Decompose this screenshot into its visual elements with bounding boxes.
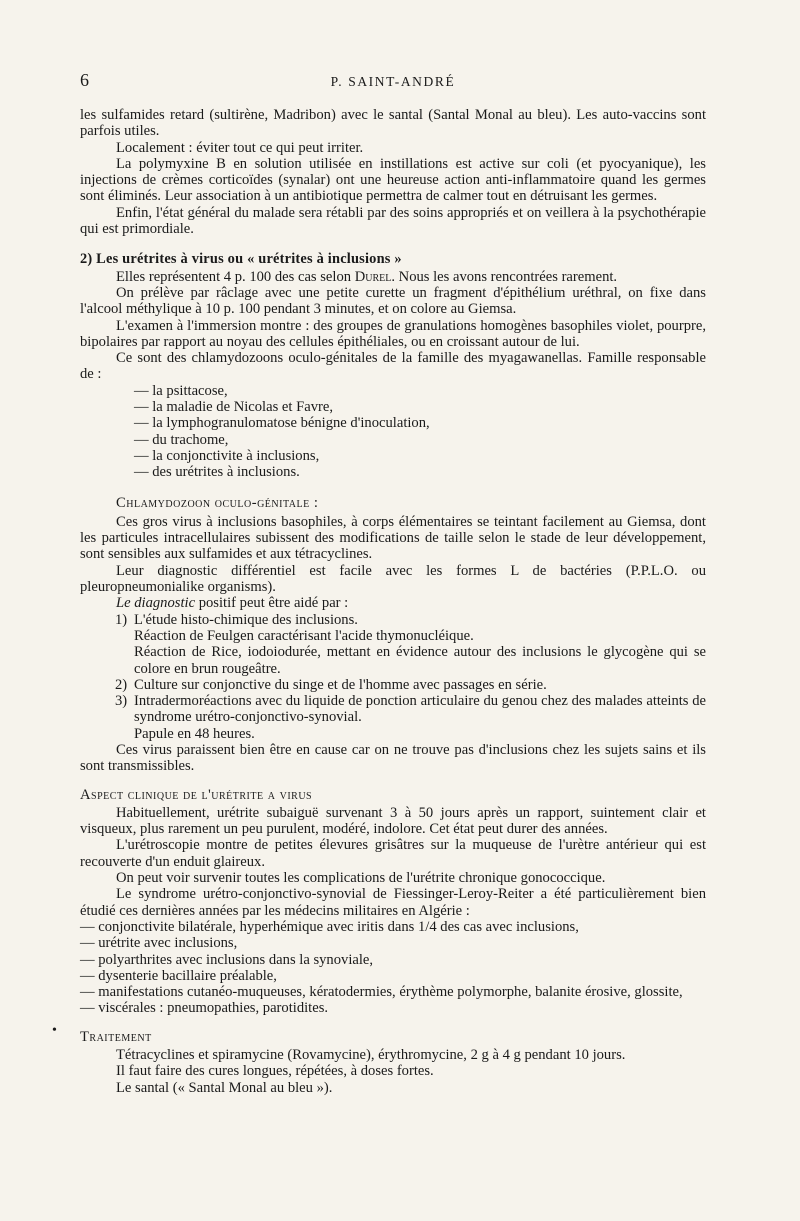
- diagnostic-item-3: [80, 693, 706, 742]
- text-span: Elles représentent 4 p. 100 des cas selon: [116, 268, 355, 285]
- diagnostic-intro: [80, 595, 706, 611]
- margin-dot-icon: •: [52, 1023, 57, 1038]
- section-2-paragraph-3: L'examen à l'immersion montre : des groupes de granulations homogènes basophiles violet, pourpre, bipolaires par rapport au noyau des cellules épithéliales, ou en croissant autour de lui.: [80, 317, 706, 350]
- page-number: 6: [80, 70, 89, 90]
- diagnostic-item-1: [80, 612, 706, 677]
- section-2-paragraph-1: [80, 269, 706, 285]
- running-title: P. SAINT-ANDRÉ: [330, 74, 456, 89]
- diagnostic-term: Le diagnostic: [116, 595, 196, 612]
- section-2-heading: 2) Les urétrites à virus ou « urétrites à inclusions »: [80, 251, 402, 268]
- traitement-paragraph-1: Tétracyclines et spiramycine (Rovamycine), érythromycine, 2 g à 4 g pendant 10 jours.: [116, 1047, 626, 1064]
- intro-paragraph-4: Enfin, l'état général du malade sera rétabli par des soins appropriés et on veillera à la psychothérapie qui est primordiale.: [80, 204, 706, 238]
- chlamydozoon-heading: Chlamydozoon oculo-génitale :: [116, 494, 319, 511]
- traitement-paragraph-2: Il faut faire des cures longues, répétées, à doses fortes.: [116, 1063, 434, 1080]
- list-item: — dysenterie bacillaire préalable,: [80, 968, 706, 984]
- item-line: Réaction de Feulgen caractérisant l'acide thymonucléique.: [134, 627, 474, 644]
- list-item: — viscérales : pneumopathies, parotidites.: [80, 1000, 706, 1016]
- list-item: — la conjonctivite à inclusions,: [134, 448, 706, 464]
- list-item: — la maladie de Nicolas et Favre,: [134, 399, 706, 415]
- item-line: Papule en 48 heures.: [134, 725, 255, 742]
- traitement-heading: Traitement: [80, 1028, 152, 1045]
- page-body: [80, 107, 706, 1096]
- list-item: — polyarthrites avec inclusions dans la synoviale,: [80, 952, 706, 968]
- list-item: — la psittacose,: [134, 383, 706, 399]
- list-item: — urétrite avec inclusions,: [80, 935, 706, 951]
- aspect-paragraph-1: Habituellement, urétrite subaiguë survenant 3 à 50 jours après un rapport, suintement clair et visqueux, plus rarement un peu purulent, modéré, indolore. Cet état peut durer des années.: [80, 804, 706, 838]
- text-span: positif peut être aidé par :: [195, 595, 349, 612]
- item-number: 1): [115, 611, 128, 628]
- item-line: Réaction de Rice, iodoiodurée, mettant en évidence autour des inclusions le glycogène qui se colore en brun rougeâtre.: [134, 644, 706, 677]
- diagnostic-item-2: [80, 677, 706, 693]
- chlamydozoon-paragraph-1: Ces gros virus à inclusions basophiles, à corps élémentaires se teintant facilement au Giemsa, dont les particules intracellulaires subissent des modifications de taille selon le stade de leur développement, sont sensibles aux sulfamides et aux tétracyclines.: [80, 513, 706, 563]
- disease-list: [80, 383, 706, 481]
- list-item: — des urétrites à inclusions.: [134, 464, 706, 480]
- item-line: Intradermoréactions avec du liquide de ponction articulaire du genou chez des malades atteints de syndrome urétro-conjonctivo-synovial.: [134, 693, 706, 726]
- page-header: [80, 72, 706, 92]
- text-span: . Nous les avons rencontrées rarement.: [391, 268, 618, 285]
- list-item: — manifestations cutanéo-muqueuses, kératodermies, érythème polymorphe, balanite érosive, glossite,: [80, 984, 706, 1000]
- list-item: — la lymphogranulomatose bénigne d'inoculation,: [134, 415, 706, 431]
- aspect-heading: Aspect clinique de l'urétrite a virus: [80, 786, 313, 803]
- chlamydozoon-paragraph-2: Leur diagnostic différentiel est facile avec les formes L de bactéries (P.P.L.O. ou pleuropneumonialike organisms).: [80, 562, 706, 596]
- aspect-paragraph-4: Le syndrome urétro-conjonctivo-synovial de Fiessinger-Leroy-Reiter a été particulièrement bien étudié ces dernières années par les médecins militaires en Algérie :: [80, 886, 706, 919]
- item-number: 3): [115, 693, 128, 710]
- section-2-paragraph-2: On prélève par râclage avec une petite curette un fragment d'épithélium uréthral, on fixe dans l'alcool méthylique à 10 p. 100 pendant 3 minutes, et on colore au Giemsa.: [80, 284, 706, 318]
- intro-paragraph-2: Localement : éviter tout ce qui peut irriter.: [116, 139, 364, 156]
- item-line: Culture sur conjonctive du singe et de l'homme avec passages en série.: [134, 676, 547, 693]
- aspect-paragraph-3: On peut voir survenir toutes les complications de l'urétrite chronique gonococcique.: [116, 870, 606, 887]
- item-line: L'étude histo-chimique des inclusions.: [134, 611, 358, 628]
- list-item: — conjonctivite bilatérale, hyperhémique avec iritis dans 1/4 des cas avec inclusions,: [80, 919, 706, 935]
- traitement-paragraph-3: Le santal (« Santal Monal au bleu »).: [116, 1079, 333, 1096]
- intro-paragraph-3: La polymyxine B en solution utilisée en instillations est active sur coli (et pyocyanique), les injections de crèmes corticoïdes (synalar) ont une heureuse action anti-inflammatoire quand les germes sont éliminés. Leur association à un antibiotique permettra de calmer tout en détruisant les germes.: [80, 155, 706, 205]
- aspect-paragraph-2: L'urétroscopie montre de petites élevures grisâtres sur la muqueuse de l'urètre antérieur qui est recouverte d'un enduit glaireux.: [80, 837, 706, 870]
- symptom-list: [80, 919, 706, 1017]
- chlamydozoon-paragraph-3: Ces virus paraissent bien être en cause car on ne trouve pas d'inclusions chez les sujets sains et ils sont transmissibles.: [80, 741, 706, 775]
- list-item: — du trachome,: [134, 432, 706, 448]
- intro-paragraph-1: les sulfamides retard (sultirène, Madribon) avec le santal (Santal Monal au bleu). Les auto-vaccins sont parfois utiles.: [80, 107, 706, 140]
- author-name: Durel: [354, 268, 392, 285]
- section-2-paragraph-4: Ce sont des chlamydozoons oculo-génitales de la famille des myagawanellas. Famille responsable de :: [80, 350, 706, 383]
- item-number: 2): [115, 676, 128, 693]
